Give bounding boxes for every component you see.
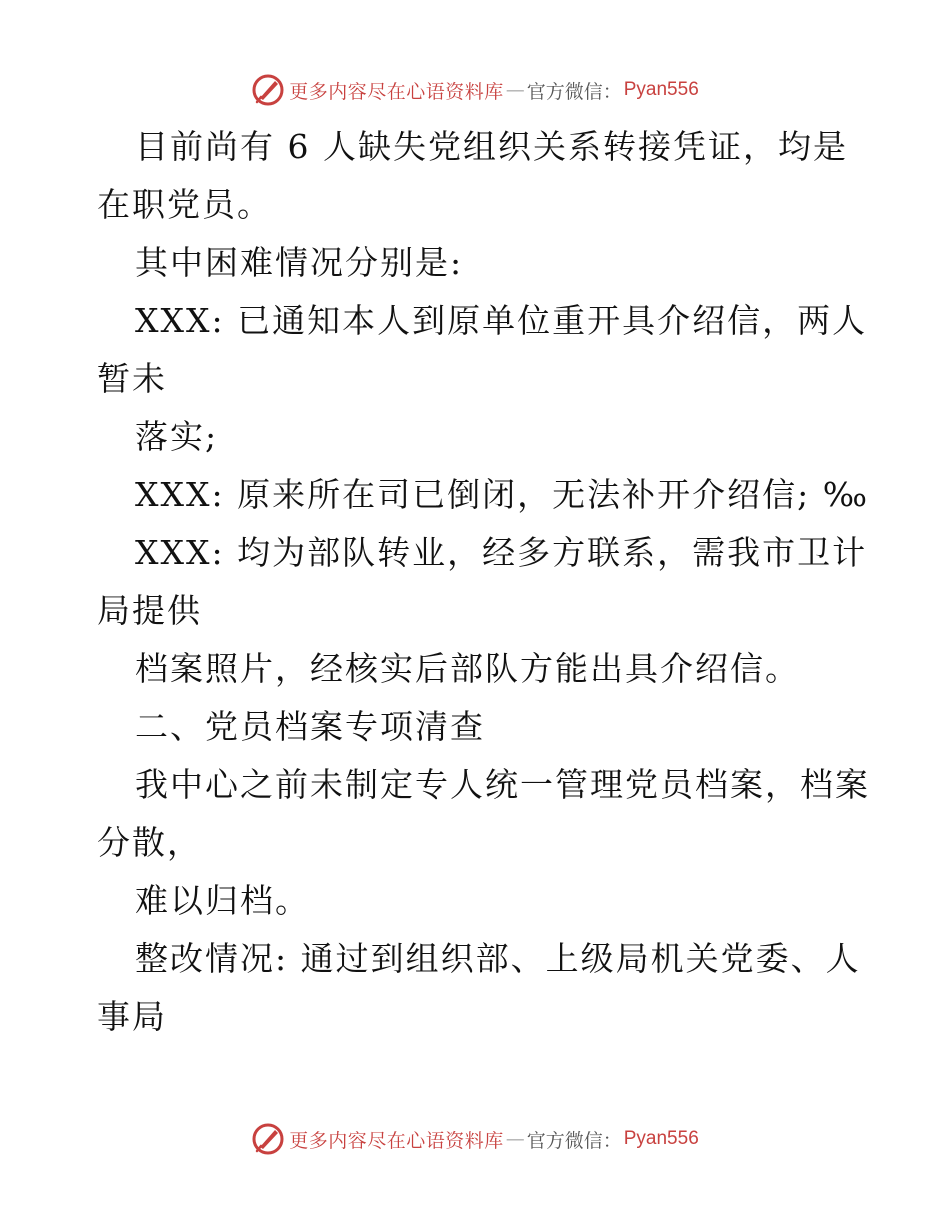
- text-line: 我中心之前未制定专人统一管理党员档案，档案: [135, 765, 870, 804]
- text-line: XXX: 原来所在司已倒闭，无法补开介绍信; ‰: [135, 475, 869, 514]
- banner-separator: —: [505, 79, 525, 101]
- text-line: 局提供: [97, 591, 202, 630]
- text-line: 整改情况: 通过到组织部、上级局机关党委、人: [135, 939, 861, 978]
- banner-separator: —: [505, 1128, 525, 1150]
- quill-logo-icon: [251, 73, 285, 107]
- text-line: XXX: 已通知本人到原单位重开具介绍信，两人: [135, 301, 868, 340]
- quill-logo-icon: [251, 1122, 285, 1156]
- text-line: 目前尚有 6 人缺失党组织关系转接凭证，均是: [135, 127, 848, 166]
- text-line: 落实;: [135, 417, 219, 456]
- banner-text: 更多内容尽在心语资料库: [289, 80, 504, 103]
- banner-wechat-id: Pyan556: [623, 1128, 699, 1149]
- text-line: 难以归档。: [135, 881, 310, 920]
- text-line: 档案照片，经核实后部队方能出具介绍信。: [135, 649, 800, 688]
- banner-text: 更多内容尽在心语资料库: [289, 1129, 504, 1152]
- banner-label: 官方微信：: [526, 1129, 622, 1152]
- text-line: 分散，: [97, 823, 202, 862]
- text-line: XXX: 均为部队转业，经多方联系，需我市卫计: [135, 533, 868, 572]
- document-body: [97, 118, 870, 1046]
- banner-wechat-id: Pyan556: [623, 79, 699, 100]
- watermark-banner-bottom: [0, 1119, 950, 1159]
- text-line: 在职党员。: [97, 185, 272, 224]
- banner-label: 官方微信：: [526, 80, 622, 103]
- text-line: 其中困难情况分别是:: [135, 243, 464, 282]
- section-heading: 二、党员档案专项清查: [135, 707, 485, 746]
- text-line: 事局: [97, 997, 167, 1036]
- watermark-banner-top: [0, 70, 950, 110]
- text-line: 暂未: [97, 359, 167, 398]
